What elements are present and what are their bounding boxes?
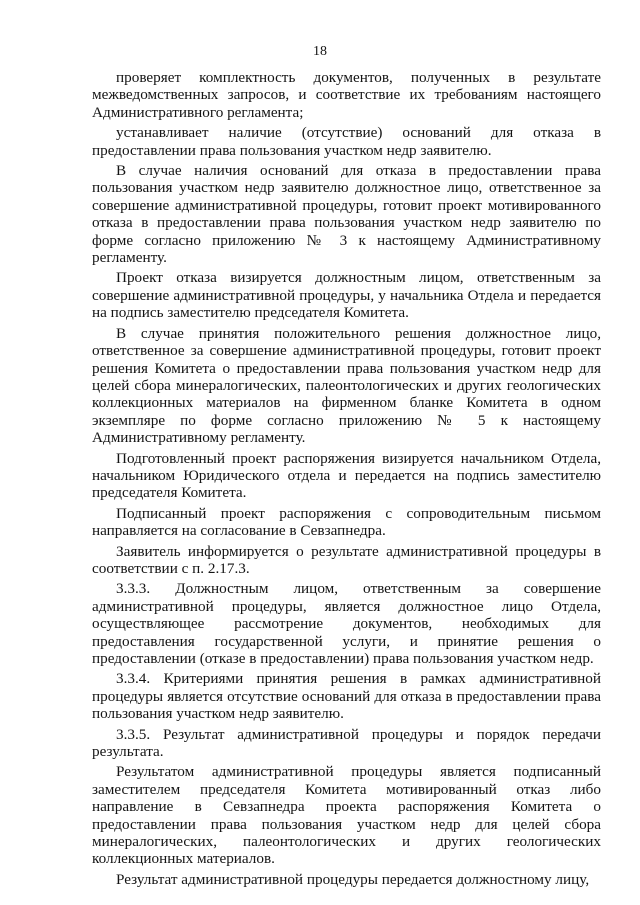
paragraph: 3.3.3. Должностным лицом, ответственным за совершение административной процедуры, является должностное лицо Отдела, осуществляющее рассмотрение документов, необходимых для предоставления государственной услуги, и принятие решения о предоставлении (отказе в предоставлении) права пользования участком недр. [92, 580, 601, 667]
paragraph: В случае принятия положительного решения должностное лицо, ответственное за совершение административной процедуры, готовит проект решения Комитета о предоставлении права пользования участком недр для целей сбора минералогических, палеонтологических и других геологических коллекционных материалов на фирменном бланке Комитета в одном экземпляре по форме согласно приложению № 5 к настоящему Административному регламенту. [92, 324, 601, 447]
body-text [92, 69, 601, 891]
paragraph: В случае наличия оснований для отказа в предоставлении права пользования участком недр заявителю должностное лицо, ответственное за совершение административной процедуры, готовит проект мотивированного отказа в предоставлении права пользования участком недр заявителю по форме согласно приложению № 3 к настоящему Административному регламенту. [92, 162, 601, 267]
paragraph: Проект отказа визируется должностным лицом, ответственным за совершение административной процедуры, у начальника Отдела и передается на подпись заместителю председателя Комитета. [92, 269, 601, 322]
paragraph: Заявитель информируется о результате административной процедуры в соответствии с п. 2.17.3. [92, 542, 601, 577]
paragraph: Результатом административной процедуры является подписанный заместителем председателя Комитета мотивированный отказ либо направление в Севзапнедра проекта распоряжения Комитета о предоставлении права пользования участком недр для целей сбора минералогических, палеонтологических и других геологических коллекционных материалов. [92, 763, 601, 868]
paragraph: устанавливает наличие (отсутствие) оснований для отказа в предоставлении права пользования участком недр заявителю. [92, 124, 601, 159]
paragraph: 3.3.4. Критериями принятия решения в рамках административной процедуры является отсутствие оснований для отказа в предоставлении права пользования участком недр заявителю. [92, 670, 601, 723]
paragraph: Подписанный проект распоряжения с сопроводительным письмом направляется на согласование в Севзапнедра. [92, 504, 601, 540]
paragraph: проверяет комплектность документов, полученных в результате межведомственных запросов, и соответствие их требованиям настоящего Административного регламента; [92, 69, 601, 121]
paragraph: Результат административной процедуры передается должностному лицу, [116, 870, 590, 888]
page-number: 18 [313, 44, 327, 59]
paragraph: Подготовленный проект распоряжения визируется начальником Отдела, начальником Юридического отдела и передается на подпись заместителю председателя Комитета. [92, 449, 601, 502]
paragraph: 3.3.5. Результат административной процедуры и порядок передачи результата. [92, 725, 601, 761]
